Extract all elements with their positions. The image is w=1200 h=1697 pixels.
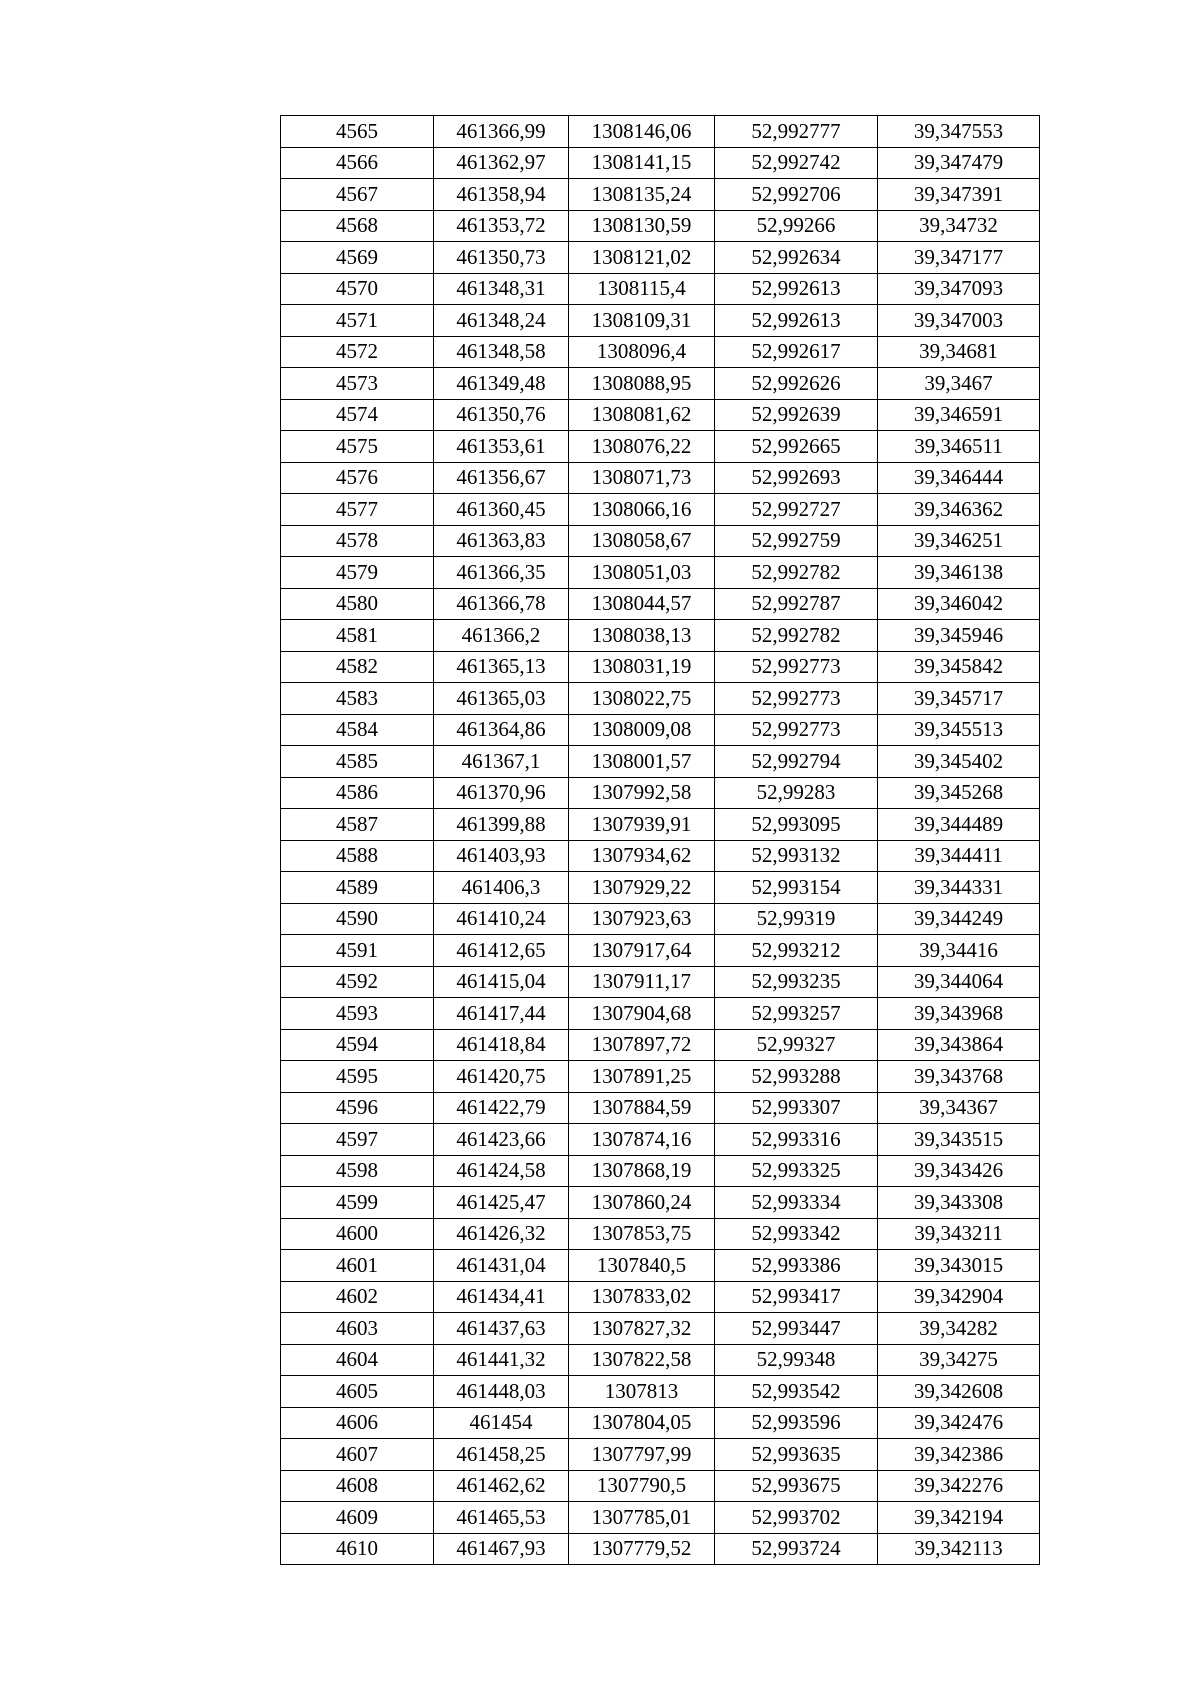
table-row xyxy=(281,431,1040,463)
point-number-cell: 4578 xyxy=(281,525,434,557)
latitude-cell: 52,99327 xyxy=(715,1029,878,1061)
y-coordinate-cell: 1308009,08 xyxy=(569,714,715,746)
y-coordinate-cell: 1308051,03 xyxy=(569,557,715,589)
table-row xyxy=(281,1376,1040,1408)
latitude-cell: 52,992773 xyxy=(715,683,878,715)
point-number-cell: 4577 xyxy=(281,494,434,526)
point-number-cell: 4593 xyxy=(281,998,434,1030)
point-number-cell: 4586 xyxy=(281,777,434,809)
table-row xyxy=(281,935,1040,967)
x-coordinate-cell: 461465,53 xyxy=(434,1502,569,1534)
y-coordinate-cell: 1307934,62 xyxy=(569,840,715,872)
x-coordinate-cell: 461448,03 xyxy=(434,1376,569,1408)
longitude-cell: 39,345717 xyxy=(878,683,1040,715)
y-coordinate-cell: 1307840,5 xyxy=(569,1250,715,1282)
point-number-cell: 4587 xyxy=(281,809,434,841)
y-coordinate-cell: 1308001,57 xyxy=(569,746,715,778)
latitude-cell: 52,993235 xyxy=(715,966,878,998)
point-number-cell: 4606 xyxy=(281,1407,434,1439)
x-coordinate-cell: 461403,93 xyxy=(434,840,569,872)
y-coordinate-cell: 1307897,72 xyxy=(569,1029,715,1061)
table-row xyxy=(281,557,1040,589)
y-coordinate-cell: 1308071,73 xyxy=(569,462,715,494)
longitude-cell: 39,342904 xyxy=(878,1281,1040,1313)
x-coordinate-cell: 461364,86 xyxy=(434,714,569,746)
table-row xyxy=(281,1502,1040,1534)
x-coordinate-cell: 461410,24 xyxy=(434,903,569,935)
point-number-cell: 4598 xyxy=(281,1155,434,1187)
longitude-cell: 39,34275 xyxy=(878,1344,1040,1376)
table-row xyxy=(281,1439,1040,1471)
latitude-cell: 52,992794 xyxy=(715,746,878,778)
longitude-cell: 39,345946 xyxy=(878,620,1040,652)
latitude-cell: 52,993316 xyxy=(715,1124,878,1156)
latitude-cell: 52,992639 xyxy=(715,399,878,431)
y-coordinate-cell: 1308088,95 xyxy=(569,368,715,400)
point-number-cell: 4599 xyxy=(281,1187,434,1219)
x-coordinate-cell: 461431,04 xyxy=(434,1250,569,1282)
latitude-cell: 52,99319 xyxy=(715,903,878,935)
latitude-cell: 52,993542 xyxy=(715,1376,878,1408)
latitude-cell: 52,993417 xyxy=(715,1281,878,1313)
latitude-cell: 52,993132 xyxy=(715,840,878,872)
y-coordinate-cell: 1307891,25 xyxy=(569,1061,715,1093)
x-coordinate-cell: 461348,24 xyxy=(434,305,569,337)
point-number-cell: 4603 xyxy=(281,1313,434,1345)
point-number-cell: 4604 xyxy=(281,1344,434,1376)
latitude-cell: 52,992782 xyxy=(715,557,878,589)
y-coordinate-cell: 1308135,24 xyxy=(569,179,715,211)
table-row xyxy=(281,1187,1040,1219)
y-coordinate-cell: 1308096,4 xyxy=(569,336,715,368)
table-row xyxy=(281,1029,1040,1061)
longitude-cell: 39,34282 xyxy=(878,1313,1040,1345)
table-row xyxy=(281,651,1040,683)
table-row xyxy=(281,1155,1040,1187)
longitude-cell: 39,346444 xyxy=(878,462,1040,494)
y-coordinate-cell: 1307779,52 xyxy=(569,1533,715,1565)
table-row xyxy=(281,210,1040,242)
table-row xyxy=(281,998,1040,1030)
longitude-cell: 39,34367 xyxy=(878,1092,1040,1124)
longitude-cell: 39,343768 xyxy=(878,1061,1040,1093)
point-number-cell: 4583 xyxy=(281,683,434,715)
table-row xyxy=(281,462,1040,494)
longitude-cell: 39,343426 xyxy=(878,1155,1040,1187)
x-coordinate-cell: 461422,79 xyxy=(434,1092,569,1124)
y-coordinate-cell: 1308058,67 xyxy=(569,525,715,557)
x-coordinate-cell: 461467,93 xyxy=(434,1533,569,1565)
latitude-cell: 52,993386 xyxy=(715,1250,878,1282)
latitude-cell: 52,992727 xyxy=(715,494,878,526)
table-row xyxy=(281,147,1040,179)
latitude-cell: 52,99348 xyxy=(715,1344,878,1376)
table-row xyxy=(281,525,1040,557)
point-number-cell: 4567 xyxy=(281,179,434,211)
x-coordinate-cell: 461348,58 xyxy=(434,336,569,368)
table-row xyxy=(281,840,1040,872)
point-number-cell: 4589 xyxy=(281,872,434,904)
latitude-cell: 52,992787 xyxy=(715,588,878,620)
longitude-cell: 39,347479 xyxy=(878,147,1040,179)
x-coordinate-cell: 461350,73 xyxy=(434,242,569,274)
x-coordinate-cell: 461353,72 xyxy=(434,210,569,242)
y-coordinate-cell: 1308141,15 xyxy=(569,147,715,179)
longitude-cell: 39,342276 xyxy=(878,1470,1040,1502)
longitude-cell: 39,343308 xyxy=(878,1187,1040,1219)
y-coordinate-cell: 1307904,68 xyxy=(569,998,715,1030)
point-number-cell: 4576 xyxy=(281,462,434,494)
longitude-cell: 39,346511 xyxy=(878,431,1040,463)
point-number-cell: 4600 xyxy=(281,1218,434,1250)
point-number-cell: 4565 xyxy=(281,116,434,148)
latitude-cell: 52,992665 xyxy=(715,431,878,463)
point-number-cell: 4579 xyxy=(281,557,434,589)
x-coordinate-cell: 461412,65 xyxy=(434,935,569,967)
x-coordinate-cell: 461370,96 xyxy=(434,777,569,809)
table-row xyxy=(281,1218,1040,1250)
latitude-cell: 52,993288 xyxy=(715,1061,878,1093)
point-number-cell: 4597 xyxy=(281,1124,434,1156)
x-coordinate-cell: 461365,03 xyxy=(434,683,569,715)
longitude-cell: 39,343968 xyxy=(878,998,1040,1030)
coordinates-table-body xyxy=(281,116,1040,1565)
latitude-cell: 52,99283 xyxy=(715,777,878,809)
point-number-cell: 4582 xyxy=(281,651,434,683)
x-coordinate-cell: 461366,2 xyxy=(434,620,569,652)
latitude-cell: 52,992742 xyxy=(715,147,878,179)
y-coordinate-cell: 1308146,06 xyxy=(569,116,715,148)
y-coordinate-cell: 1307822,58 xyxy=(569,1344,715,1376)
latitude-cell: 52,993212 xyxy=(715,935,878,967)
x-coordinate-cell: 461360,45 xyxy=(434,494,569,526)
table-row xyxy=(281,683,1040,715)
latitude-cell: 52,993257 xyxy=(715,998,878,1030)
latitude-cell: 52,992773 xyxy=(715,714,878,746)
x-coordinate-cell: 461358,94 xyxy=(434,179,569,211)
point-number-cell: 4572 xyxy=(281,336,434,368)
latitude-cell: 52,993635 xyxy=(715,1439,878,1471)
longitude-cell: 39,342476 xyxy=(878,1407,1040,1439)
y-coordinate-cell: 1307853,75 xyxy=(569,1218,715,1250)
latitude-cell: 52,992759 xyxy=(715,525,878,557)
longitude-cell: 39,345513 xyxy=(878,714,1040,746)
latitude-cell: 52,992613 xyxy=(715,305,878,337)
point-number-cell: 4591 xyxy=(281,935,434,967)
table-row xyxy=(281,872,1040,904)
y-coordinate-cell: 1307923,63 xyxy=(569,903,715,935)
x-coordinate-cell: 461425,47 xyxy=(434,1187,569,1219)
x-coordinate-cell: 461366,99 xyxy=(434,116,569,148)
latitude-cell: 52,993154 xyxy=(715,872,878,904)
longitude-cell: 39,347177 xyxy=(878,242,1040,274)
longitude-cell: 39,346251 xyxy=(878,525,1040,557)
x-coordinate-cell: 461426,32 xyxy=(434,1218,569,1250)
longitude-cell: 39,343864 xyxy=(878,1029,1040,1061)
point-number-cell: 4584 xyxy=(281,714,434,746)
longitude-cell: 39,347391 xyxy=(878,179,1040,211)
table-row xyxy=(281,1281,1040,1313)
longitude-cell: 39,34416 xyxy=(878,935,1040,967)
x-coordinate-cell: 461366,78 xyxy=(434,588,569,620)
table-row xyxy=(281,305,1040,337)
longitude-cell: 39,345842 xyxy=(878,651,1040,683)
y-coordinate-cell: 1308130,59 xyxy=(569,210,715,242)
longitude-cell: 39,346138 xyxy=(878,557,1040,589)
point-number-cell: 4580 xyxy=(281,588,434,620)
y-coordinate-cell: 1308066,16 xyxy=(569,494,715,526)
x-coordinate-cell: 461417,44 xyxy=(434,998,569,1030)
x-coordinate-cell: 461423,66 xyxy=(434,1124,569,1156)
point-number-cell: 4608 xyxy=(281,1470,434,1502)
x-coordinate-cell: 461418,84 xyxy=(434,1029,569,1061)
point-number-cell: 4594 xyxy=(281,1029,434,1061)
y-coordinate-cell: 1308109,31 xyxy=(569,305,715,337)
longitude-cell: 39,345268 xyxy=(878,777,1040,809)
y-coordinate-cell: 1307884,59 xyxy=(569,1092,715,1124)
x-coordinate-cell: 461406,3 xyxy=(434,872,569,904)
point-number-cell: 4581 xyxy=(281,620,434,652)
point-number-cell: 4574 xyxy=(281,399,434,431)
point-number-cell: 4566 xyxy=(281,147,434,179)
y-coordinate-cell: 1307804,05 xyxy=(569,1407,715,1439)
x-coordinate-cell: 461415,04 xyxy=(434,966,569,998)
table-row xyxy=(281,714,1040,746)
table-row xyxy=(281,1250,1040,1282)
latitude-cell: 52,993307 xyxy=(715,1092,878,1124)
table-row xyxy=(281,1470,1040,1502)
longitude-cell: 39,347093 xyxy=(878,273,1040,305)
latitude-cell: 52,992613 xyxy=(715,273,878,305)
x-coordinate-cell: 461362,97 xyxy=(434,147,569,179)
table-row xyxy=(281,1061,1040,1093)
latitude-cell: 52,992693 xyxy=(715,462,878,494)
longitude-cell: 39,347003 xyxy=(878,305,1040,337)
latitude-cell: 52,992626 xyxy=(715,368,878,400)
point-number-cell: 4590 xyxy=(281,903,434,935)
table-row xyxy=(281,809,1040,841)
table-row xyxy=(281,777,1040,809)
x-coordinate-cell: 461356,67 xyxy=(434,462,569,494)
x-coordinate-cell: 461365,13 xyxy=(434,651,569,683)
point-number-cell: 4595 xyxy=(281,1061,434,1093)
table-row xyxy=(281,494,1040,526)
y-coordinate-cell: 1307917,64 xyxy=(569,935,715,967)
latitude-cell: 52,993447 xyxy=(715,1313,878,1345)
y-coordinate-cell: 1308038,13 xyxy=(569,620,715,652)
y-coordinate-cell: 1307939,91 xyxy=(569,809,715,841)
y-coordinate-cell: 1307785,01 xyxy=(569,1502,715,1534)
longitude-cell: 39,346362 xyxy=(878,494,1040,526)
latitude-cell: 52,993342 xyxy=(715,1218,878,1250)
point-number-cell: 4575 xyxy=(281,431,434,463)
x-coordinate-cell: 461454 xyxy=(434,1407,569,1439)
latitude-cell: 52,993724 xyxy=(715,1533,878,1565)
table-row xyxy=(281,242,1040,274)
latitude-cell: 52,992617 xyxy=(715,336,878,368)
latitude-cell: 52,993325 xyxy=(715,1155,878,1187)
y-coordinate-cell: 1308044,57 xyxy=(569,588,715,620)
y-coordinate-cell: 1307827,32 xyxy=(569,1313,715,1345)
longitude-cell: 39,344411 xyxy=(878,840,1040,872)
longitude-cell: 39,344489 xyxy=(878,809,1040,841)
longitude-cell: 39,342113 xyxy=(878,1533,1040,1565)
x-coordinate-cell: 461350,76 xyxy=(434,399,569,431)
table-row xyxy=(281,966,1040,998)
y-coordinate-cell: 1307813 xyxy=(569,1376,715,1408)
point-number-cell: 4609 xyxy=(281,1502,434,1534)
point-number-cell: 4607 xyxy=(281,1439,434,1471)
latitude-cell: 52,993675 xyxy=(715,1470,878,1502)
point-number-cell: 4570 xyxy=(281,273,434,305)
y-coordinate-cell: 1307929,22 xyxy=(569,872,715,904)
x-coordinate-cell: 461363,83 xyxy=(434,525,569,557)
x-coordinate-cell: 461441,32 xyxy=(434,1344,569,1376)
table-row xyxy=(281,1124,1040,1156)
table-row xyxy=(281,903,1040,935)
x-coordinate-cell: 461458,25 xyxy=(434,1439,569,1471)
longitude-cell: 39,342608 xyxy=(878,1376,1040,1408)
point-number-cell: 4610 xyxy=(281,1533,434,1565)
x-coordinate-cell: 461420,75 xyxy=(434,1061,569,1093)
point-number-cell: 4588 xyxy=(281,840,434,872)
x-coordinate-cell: 461424,58 xyxy=(434,1155,569,1187)
x-coordinate-cell: 461348,31 xyxy=(434,273,569,305)
point-number-cell: 4573 xyxy=(281,368,434,400)
longitude-cell: 39,34681 xyxy=(878,336,1040,368)
x-coordinate-cell: 461367,1 xyxy=(434,746,569,778)
y-coordinate-cell: 1307992,58 xyxy=(569,777,715,809)
y-coordinate-cell: 1308081,62 xyxy=(569,399,715,431)
y-coordinate-cell: 1307860,24 xyxy=(569,1187,715,1219)
longitude-cell: 39,342386 xyxy=(878,1439,1040,1471)
latitude-cell: 52,992634 xyxy=(715,242,878,274)
point-number-cell: 4569 xyxy=(281,242,434,274)
point-number-cell: 4605 xyxy=(281,1376,434,1408)
y-coordinate-cell: 1307790,5 xyxy=(569,1470,715,1502)
table-row xyxy=(281,1313,1040,1345)
point-number-cell: 4601 xyxy=(281,1250,434,1282)
y-coordinate-cell: 1308121,02 xyxy=(569,242,715,274)
point-number-cell: 4585 xyxy=(281,746,434,778)
longitude-cell: 39,343015 xyxy=(878,1250,1040,1282)
x-coordinate-cell: 461366,35 xyxy=(434,557,569,589)
longitude-cell: 39,34732 xyxy=(878,210,1040,242)
coordinates-table xyxy=(280,115,1040,1565)
longitude-cell: 39,347553 xyxy=(878,116,1040,148)
y-coordinate-cell: 1307833,02 xyxy=(569,1281,715,1313)
x-coordinate-cell: 461437,63 xyxy=(434,1313,569,1345)
table-row xyxy=(281,1533,1040,1565)
y-coordinate-cell: 1308022,75 xyxy=(569,683,715,715)
table-row xyxy=(281,336,1040,368)
table-row xyxy=(281,1092,1040,1124)
table-row xyxy=(281,1407,1040,1439)
longitude-cell: 39,3467 xyxy=(878,368,1040,400)
longitude-cell: 39,345402 xyxy=(878,746,1040,778)
latitude-cell: 52,992782 xyxy=(715,620,878,652)
latitude-cell: 52,99266 xyxy=(715,210,878,242)
longitude-cell: 39,342194 xyxy=(878,1502,1040,1534)
table-row xyxy=(281,588,1040,620)
latitude-cell: 52,993702 xyxy=(715,1502,878,1534)
table-row xyxy=(281,179,1040,211)
table-row xyxy=(281,399,1040,431)
latitude-cell: 52,992777 xyxy=(715,116,878,148)
latitude-cell: 52,993334 xyxy=(715,1187,878,1219)
y-coordinate-cell: 1307911,17 xyxy=(569,966,715,998)
y-coordinate-cell: 1308076,22 xyxy=(569,431,715,463)
y-coordinate-cell: 1308115,4 xyxy=(569,273,715,305)
point-number-cell: 4596 xyxy=(281,1092,434,1124)
longitude-cell: 39,344064 xyxy=(878,966,1040,998)
point-number-cell: 4592 xyxy=(281,966,434,998)
longitude-cell: 39,344249 xyxy=(878,903,1040,935)
point-number-cell: 4571 xyxy=(281,305,434,337)
point-number-cell: 4602 xyxy=(281,1281,434,1313)
table-row xyxy=(281,746,1040,778)
x-coordinate-cell: 461434,41 xyxy=(434,1281,569,1313)
latitude-cell: 52,993596 xyxy=(715,1407,878,1439)
table-row xyxy=(281,1344,1040,1376)
longitude-cell: 39,346042 xyxy=(878,588,1040,620)
x-coordinate-cell: 461349,48 xyxy=(434,368,569,400)
y-coordinate-cell: 1307797,99 xyxy=(569,1439,715,1471)
latitude-cell: 52,993095 xyxy=(715,809,878,841)
x-coordinate-cell: 461353,61 xyxy=(434,431,569,463)
table-row xyxy=(281,620,1040,652)
point-number-cell: 4568 xyxy=(281,210,434,242)
y-coordinate-cell: 1307868,19 xyxy=(569,1155,715,1187)
longitude-cell: 39,346591 xyxy=(878,399,1040,431)
table-row xyxy=(281,116,1040,148)
longitude-cell: 39,343211 xyxy=(878,1218,1040,1250)
longitude-cell: 39,344331 xyxy=(878,872,1040,904)
table-row xyxy=(281,368,1040,400)
y-coordinate-cell: 1308031,19 xyxy=(569,651,715,683)
table-row xyxy=(281,273,1040,305)
x-coordinate-cell: 461399,88 xyxy=(434,809,569,841)
latitude-cell: 52,992706 xyxy=(715,179,878,211)
latitude-cell: 52,992773 xyxy=(715,651,878,683)
x-coordinate-cell: 461462,62 xyxy=(434,1470,569,1502)
longitude-cell: 39,343515 xyxy=(878,1124,1040,1156)
y-coordinate-cell: 1307874,16 xyxy=(569,1124,715,1156)
